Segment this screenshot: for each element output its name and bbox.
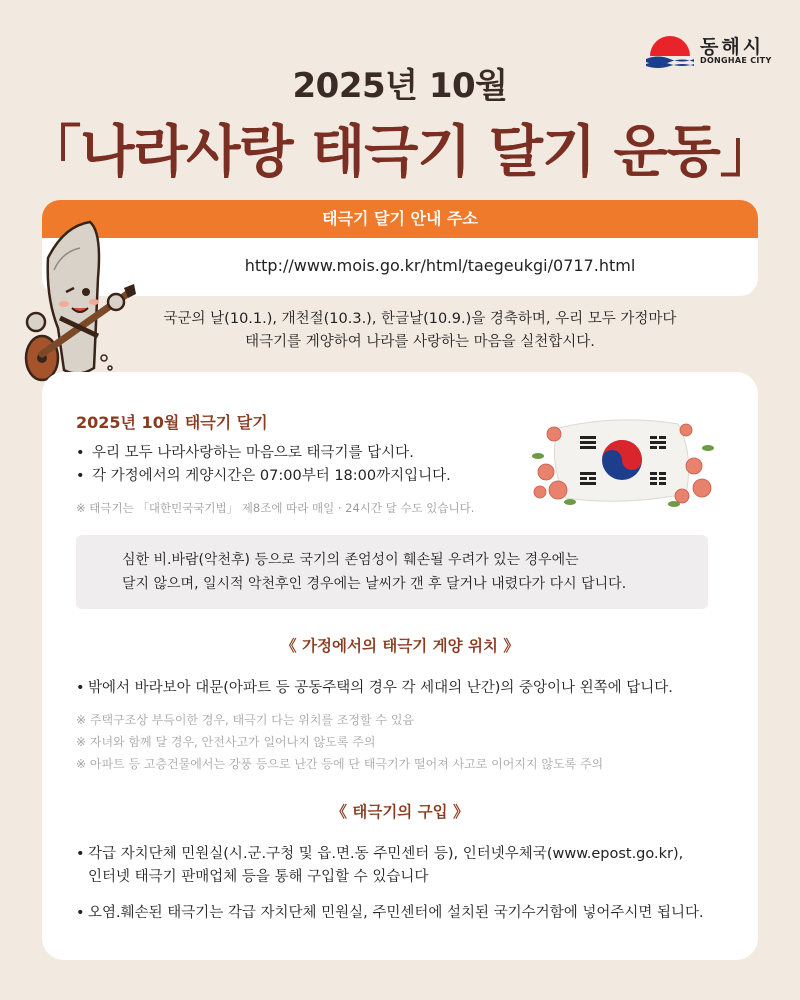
address-url[interactable]: http://www.mois.go.kr/html/taegeukgi/0717.html	[244, 256, 636, 275]
section-title-display-position: 《 가정에서의 태극기 게양 위치 》	[281, 637, 519, 655]
headline-title: 「나라사랑 태극기 달기 운동」	[25, 120, 775, 185]
address-box	[42, 200, 758, 296]
position-notes	[76, 709, 603, 775]
headline-date: 2025년 10월	[292, 66, 508, 106]
list-item: • 각급 자치단체 민원실(시.군.구청 및 읍.면.동 주민센터 등), 인터넷우체국(www.epost.go.kr), 인터넷 태극기 판매업체 등을 통해 구입할 수 있습니다	[76, 846, 684, 885]
warning-line-2: 달지 않으며, 일시적 악천후인 경우에는 날씨가 갠 후 달거나 내렸다가 다시 답니다.	[122, 576, 627, 592]
note-item: ※ 아파트 등 고층건물에서는 강풍 등으로 난간 등에 단 태극기가 떨어져 사고로 이어지지 않도록 주의	[76, 757, 604, 771]
intro-line-1: 국군의 날(10.1.), 개천절(10.3.), 한글날(10.9.)을 경축하며, 우리 모두 가정마다	[163, 311, 677, 327]
list-item: • 오염.훼손된 태극기는 각급 자치단체 민원실, 주민센터에 설치된 국기수거함에 넣어주시면 됩니다.	[76, 905, 704, 921]
info-card	[42, 372, 758, 960]
section-title-flag-day: 2025년 10월 태극기 달기	[76, 413, 268, 432]
list-item: • 밖에서 바라보아 대문(아파트 등 공동주택의 경우 각 세대의 난간)의 중앙이나 왼쪽에 답니다.	[76, 680, 673, 696]
flag-day-bullets	[76, 442, 536, 488]
weather-warning-box	[76, 535, 708, 609]
logo-subtitle: DONGHAE CITY	[700, 56, 772, 65]
logo-name: 동해시	[700, 36, 765, 58]
section-title-purchase: 《 태극기의 구입 》	[331, 803, 469, 821]
intro-text	[130, 308, 710, 354]
note-item: ※ 자녀와 함께 달 경우, 안전사고가 일어나지 않도록 주의	[76, 735, 376, 749]
taegukgi-flag-illustration	[518, 410, 728, 510]
note-item: ※ 주택구조상 부득이한 경우, 태극기 다는 위치를 조정할 수 있음	[76, 713, 415, 727]
warning-line-1: 심한 비.바람(악천후) 등으로 국기의 존엄성이 훼손될 우려가 있는 경우에는	[122, 552, 579, 568]
mascot-guitar-illustration	[20, 218, 140, 393]
list-item: • 우리 모두 나라사랑하는 마음으로 태극기를 답시다.	[76, 445, 414, 461]
intro-line-2: 태극기를 게양하여 나라를 사랑하는 마음을 실천합시다.	[245, 334, 595, 350]
address-heading: 태극기 달기 안내 주소	[42, 200, 758, 238]
flag-law-note: ※ 태극기는 「대한민국국기법」 제8조에 따라 매일 · 24시간 달 수도 있습니다.	[76, 501, 475, 515]
list-item: • 각 가정에서의 게양시간은 07:00부터 18:00까지입니다.	[76, 468, 451, 484]
